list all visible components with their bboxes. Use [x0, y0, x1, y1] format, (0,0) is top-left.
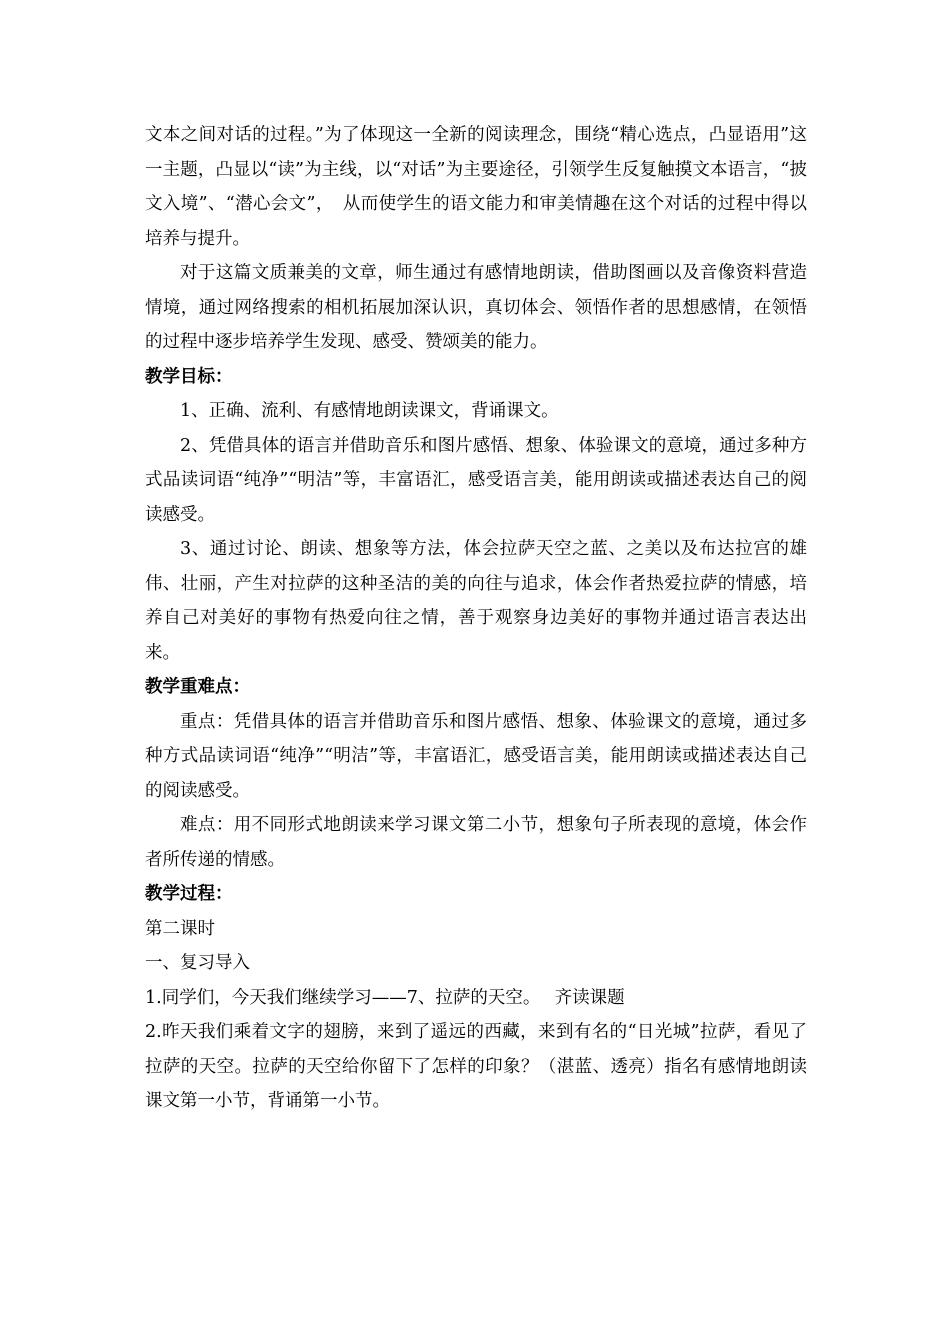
objectives-heading: 教学目标： — [145, 366, 233, 387]
objective-item-1: 1、正确、流利、有感情地朗读课文，背诵课文。 — [180, 401, 559, 421]
objective-item-2: 2、凭借具体的语言并借助音乐和图片感悟、想象、体验课文的意境，通过多种方式品读词语“纯净”“明洁”等，丰富语汇，感受语言美，能用朗读或描述表达自己的阅读感受。 — [145, 435, 807, 525]
process-step-1: 1.同学们，今天我们继续学习——7、拉萨的天空。 齐读课题 — [145, 987, 625, 1008]
section-review-intro: 一、复习导入 — [145, 953, 250, 973]
objective-item-3: 3、通过讨论、朗读、想象等方法，体会拉萨天空之蓝、之美以及布达拉宫的雄伟、壮丽，产生对拉萨的这种圣洁的美的向往与追求，体会作者热爱拉萨的情感，培养自己对美好的事物有热爱向往之情，善于观察身边美好的事物并通过语言表达出来。 — [145, 539, 807, 663]
key-point-focus: 重点：凭借具体的语言并借助音乐和图片感悟、想象、体验课文的意境，通过多种方式品读词语“纯净”“明洁”等，丰富语汇，感受语言美，能用朗读或描述表达自己的阅读感受。 — [145, 711, 807, 801]
intro-paragraph-2: 对于这篇文质兼美的文章，师生通过有感情地朗读，借助图画以及音像资料营造情境，通过网络搜索的相机拓展加深认识，真切体会、领悟作者的思想感情，在领悟的过程中逐步培养学生发现、感受、赞颂美的能力。 — [145, 263, 807, 352]
document-page — [145, 118, 807, 1119]
key-point-difficulty: 难点：用不同形式地朗读来学习课文第二小节，想象句子所表现的意境，体会作者所传递的情感。 — [145, 815, 807, 870]
process-step-2: 2.昨天我们乘着文字的翅膀，来到了遥远的西藏，来到有名的“日光城”拉萨，看见了拉萨的天空。拉萨的天空给你留下了怎样的印象？（湛蓝、透亮）指名有感情地朗读课文第一小节，背诵第一小节。 — [145, 1022, 807, 1111]
intro-paragraph-1: 文本之间对话的过程。”为了体现这一全新的阅读理念，围绕“精心选点，凸显语用”这一主题，凸显以“读”为主线，以“对话”为主要途径，引领学生反复触摸文本语言，“披文入境”、“潜心会文”， 从而使学生的语文能力和审美情趣在这个对话的过程中得以培养与提升。 — [145, 125, 807, 249]
process-heading: 教学过程： — [145, 884, 233, 904]
key-points-heading: 教学重难点： — [145, 677, 250, 697]
lesson-label: 第二课时 — [145, 918, 215, 939]
